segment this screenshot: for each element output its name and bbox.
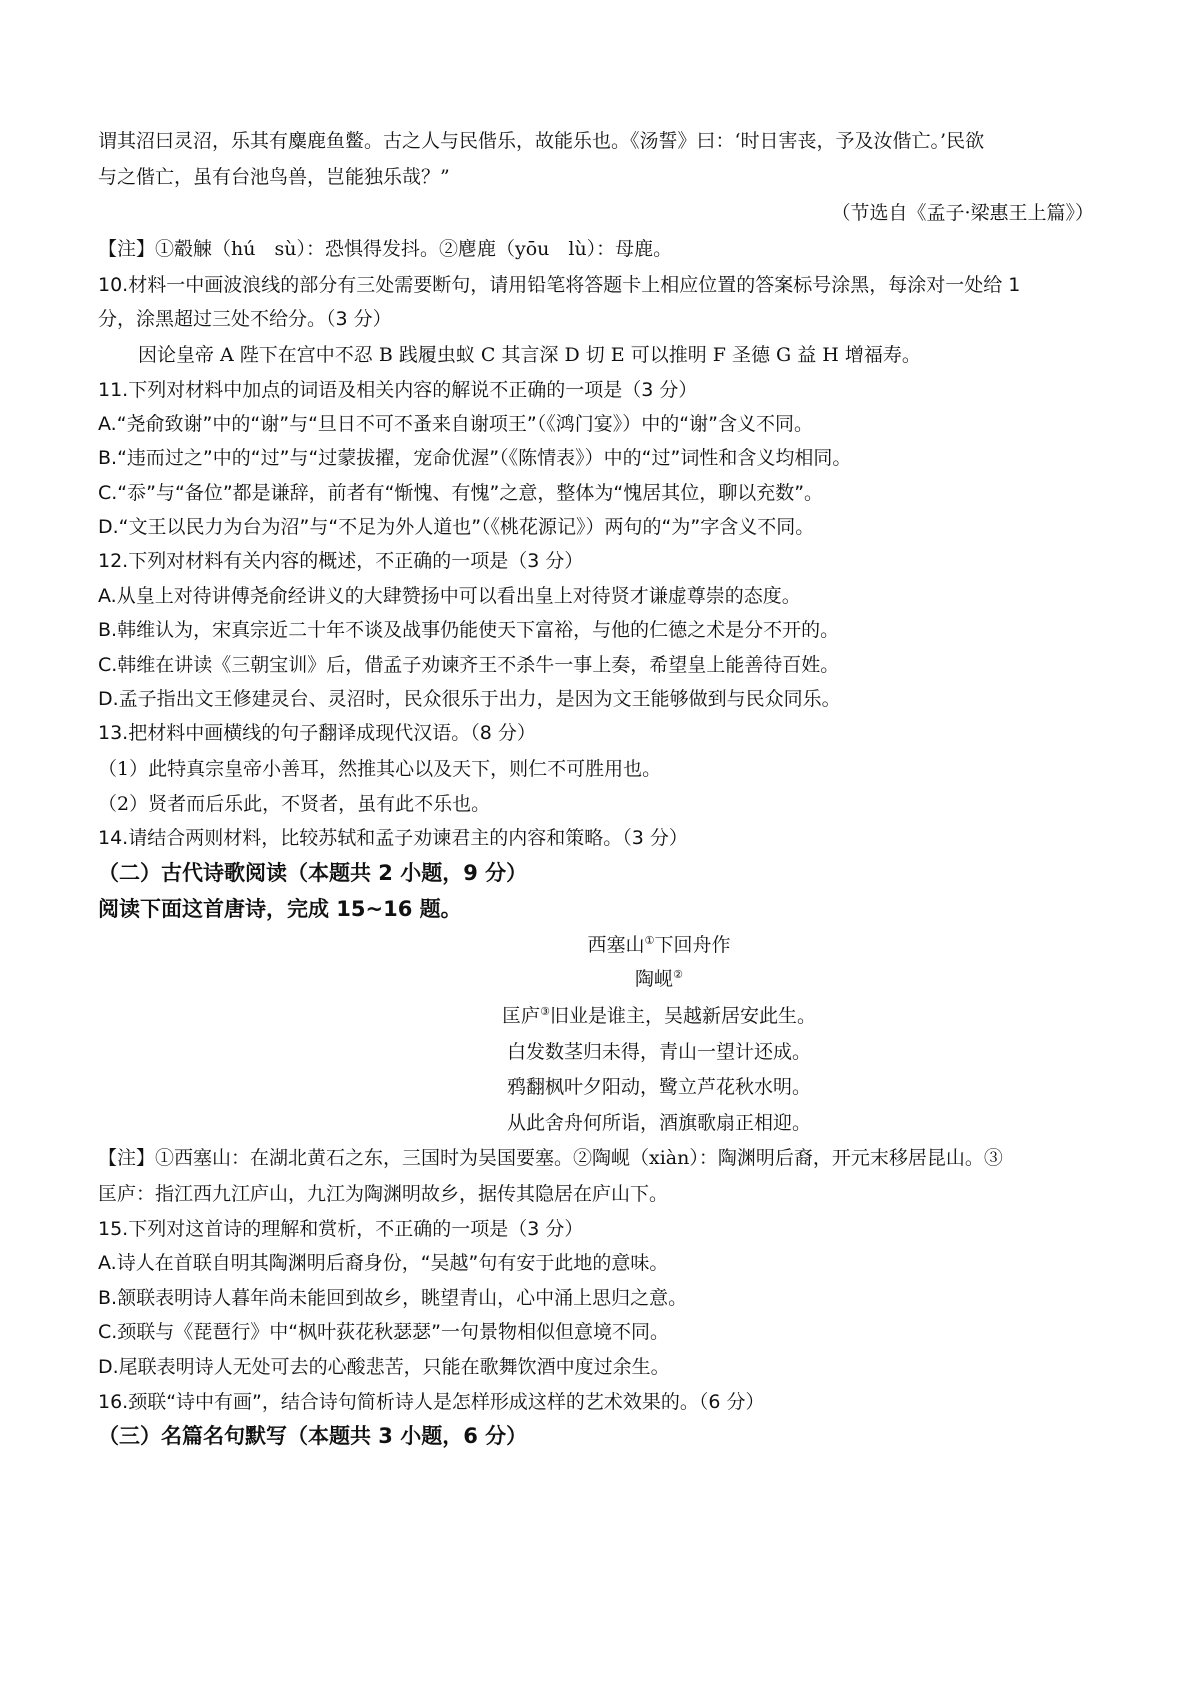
poem-line-3: 鸦翻枫叶夕阳动，鹭立芦花秋水明。 [506,1076,811,1098]
section-3-heading: （三）名篇名句默写（本题共 3 小题，6 分） [98,1424,528,1448]
poem-author-note-marker: ② [673,968,683,981]
q11-option-d: D.“文王以民力为台为沼”与“不足为外人道也”（《桃花源记》）两句的“为”字含义不同。 [98,516,815,538]
passage-source: （节选自《孟子·梁惠王上篇》） [831,202,1094,224]
q13-item-1: （1）此特真宗皇帝小善耳，然推其心以及天下，则仁不可胜用也。 [98,758,662,780]
passage-line-1: 谓其沼曰灵沼，乐其有麋鹿鱼鳖。古之人与民偕乐，故能乐也。《汤誓》曰：‘时日害丧，予及汝偕亡。’民欲 [98,130,985,152]
poem-author [0,966,1200,992]
q10-stem-line-1: 10.材料一中画波浪线的部分有三处需要断句，请用铅笔将答题卡上相应位置的答案标号涂黑，每涂对一处给 1 [98,274,1021,296]
poem-title [0,932,1200,958]
poem-line-1-part-2: 旧业是谁主，吴越新居安此生。 [549,1005,816,1027]
q15-option-b: B.颔联表明诗人暮年尚未能回到故乡，眺望青山，心中涌上思归之意。 [98,1287,688,1309]
poem-line-1-part-1: 匡庐 [502,1005,541,1027]
poem-title-note-marker: ① [644,934,655,947]
poem-line-1 [0,1003,1200,1029]
q12-option-b: B.韩维认为，宋真宗近二十年不谈及战事仍能使天下富裕，与他的仁德之术是分不开的。 [98,619,840,641]
q15-option-c: C.颈联与《琵琶行》中“枫叶荻花秋瑟瑟”一句景物相似但意境不同。 [98,1321,669,1343]
poem-line-2: 白发数茎归未得，青山一望计还成。 [506,1041,811,1063]
q12-option-c: C.韩维在讲读《三朝宝训》后，借孟子劝谏齐王不杀牛一事上奏，希望皇上能善待百姓。 [98,654,840,676]
q16-stem: 16.颈联“诗中有画”，结合诗句简析诗人是怎样形成这样的艺术效果的。（6 分） [98,1391,765,1413]
poem-line-1-note-marker: ③ [540,1005,550,1018]
poem-line-4: 从此舍舟何所诣，酒旗歌扇正相迎。 [506,1112,811,1134]
poem-author-name: 陶岘 [635,968,674,990]
q10-stem-line-2: 分，涂黑超过三处不给分。（3 分） [98,308,392,330]
passage-line-2: 与之偕亡，虽有台池鸟兽，岂能独乐哉？” [98,166,450,188]
poem-title-part-1: 西塞山 [587,934,645,956]
q15-stem: 15.下列对这首诗的理解和赏析，不正确的一项是（3 分） [98,1218,584,1240]
section-2-heading: （二）古代诗歌阅读（本题共 2 小题，9 分） [98,861,528,885]
q12-stem: 12.下列对材料有关内容的概述，不正确的一项是（3 分） [98,550,584,572]
poem-note-line-2: 匡庐：指江西九江庐山，九江为陶渊明故乡，据传其隐居在庐山下。 [98,1183,669,1205]
q12-option-a: A.从皇上对待讲傅尧俞经讲义的大肆赞扬中可以看出皇上对待贤才谦虚尊崇的态度。 [98,585,801,607]
passage-note: 【注】①觳觫（hú sù）：恐惧得发抖。②麀鹿（yōu lù）：母鹿。 [98,238,673,260]
q11-stem: 11.下列对材料中加点的词语及相关内容的解说不正确的一项是（3 分） [98,379,698,401]
section-2-instruction: 阅读下面这首唐诗，完成 15~16 题。 [98,897,462,921]
q14-stem: 14.请结合两则材料，比较苏轼和孟子劝谏君主的内容和策略。（3 分） [98,827,688,849]
q10-sentence: 因论皇帝 A 陛下在宫中不忍 B 践履虫蚁 C 其言深 D 切 E 可以推明 F 圣德 G 益 H 增福寿。 [138,344,921,366]
poem-title-part-2: 下回舟作 [654,934,731,956]
q11-option-b: B.“违而过之”中的“过”与“过蒙拔擢，宠命优渥”（《陈情表》）中的“过”词性和含义均相同。 [98,447,852,469]
q15-option-a: A.诗人在首联自明其陶渊明后裔身份，“吴越”句有安于此地的意味。 [98,1252,669,1274]
q11-option-a: A.“尧俞致谢”中的“谢”与“旦日不可不蚤来自谢项王”（《鸿门宴》）中的“谢”含义不同。 [98,413,813,435]
q15-option-d: D.尾联表明诗人无处可去的心酸悲苦，只能在歌舞饮酒中度过余生。 [98,1356,670,1378]
q13-stem: 13.把材料中画横线的句子翻译成现代汉语。（8 分） [98,722,536,744]
q12-option-d: D.孟子指出文王修建灵台、灵沼时，民众很乐于出力，是因为文王能够做到与民众同乐。 [98,688,841,710]
q13-item-2: （2）贤者而后乐此，不贤者，虽有此不乐也。 [98,793,491,815]
poem-note-line-1: 【注】①西塞山：在湖北黄石之东，三国时为吴国要塞。②陶岘（xiàn）：陶渊明后裔，开元末移居昆山。③ [98,1147,1003,1169]
q11-option-c: C.“忝”与“备位”都是谦辞，前者有“惭愧、有愧”之意，整体为“愧居其位，聊以充数”。 [98,482,824,504]
